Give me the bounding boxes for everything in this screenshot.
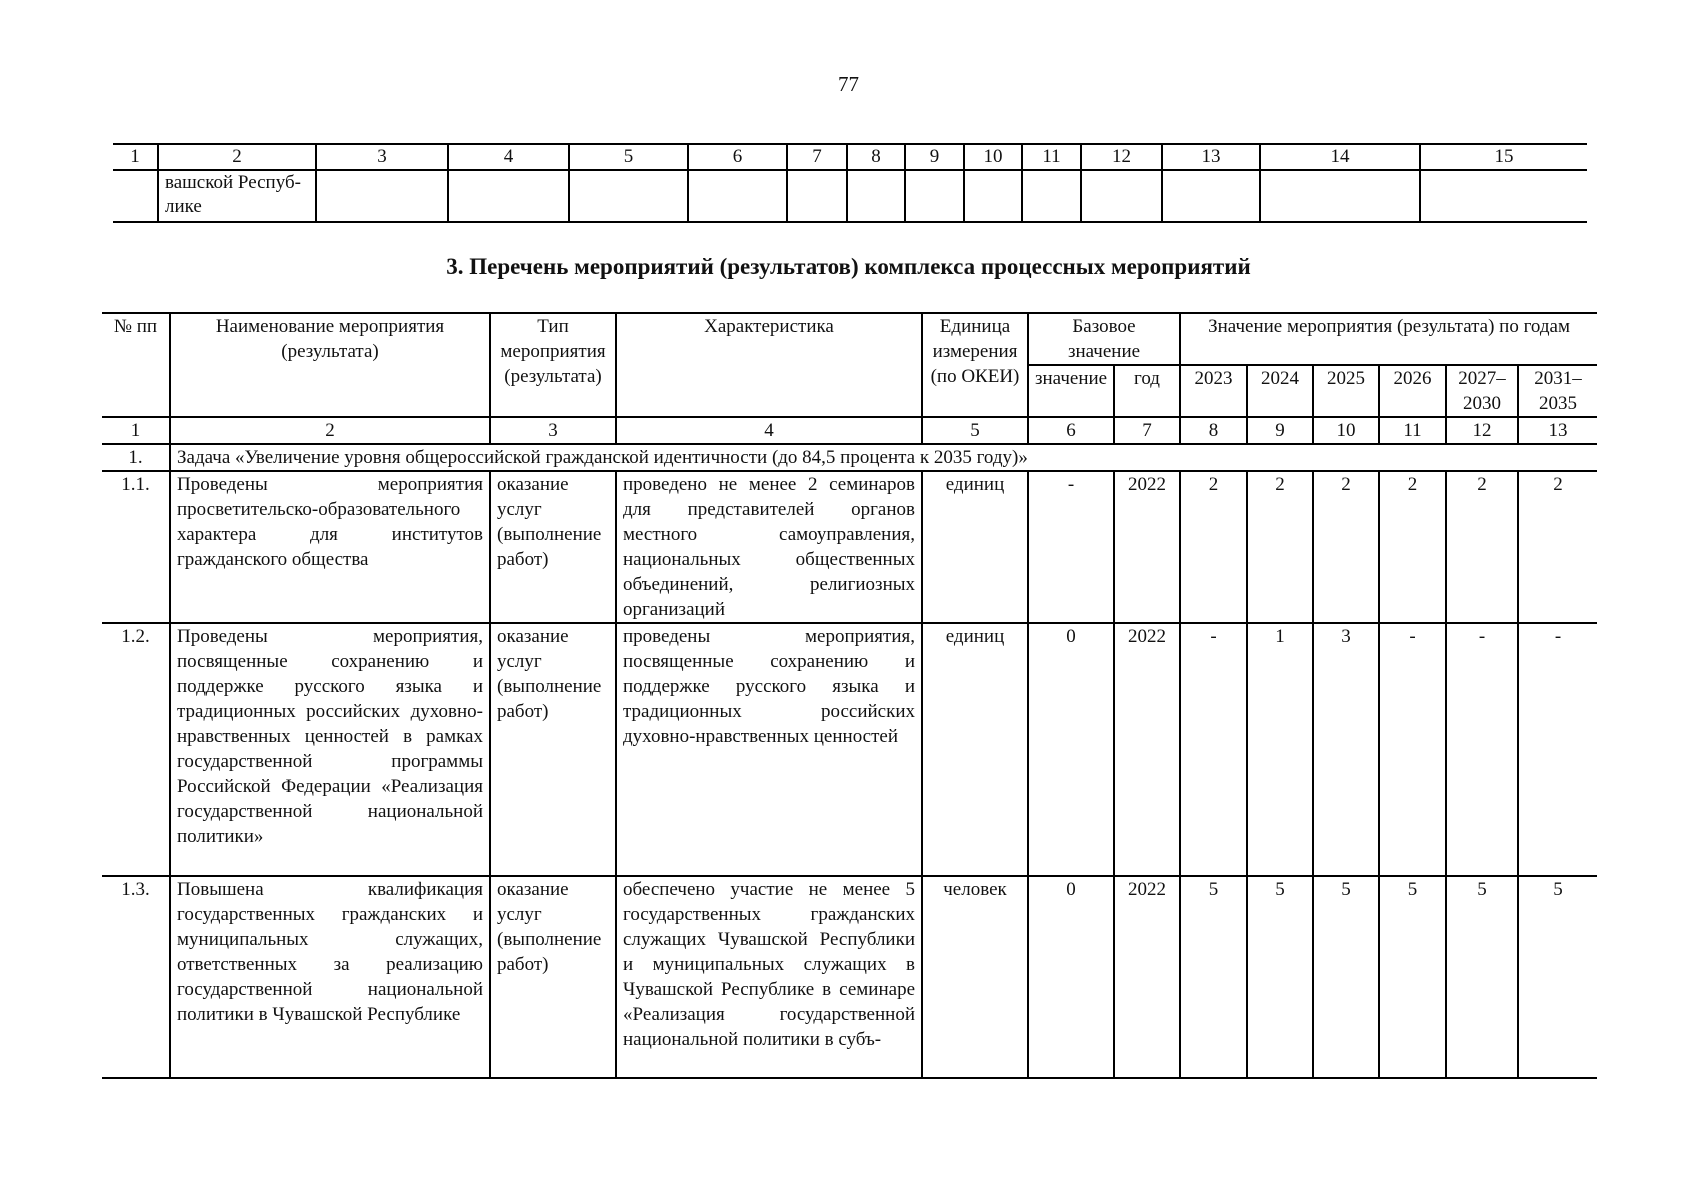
column-number: 10 (964, 144, 1022, 170)
header-values-by-year: Значение мероприятия (результата) по годам (1180, 313, 1597, 365)
task-row (102, 444, 1597, 471)
row-no: 1.2. (102, 623, 170, 876)
row-value: - (1518, 623, 1597, 876)
column-number: 11 (1379, 417, 1446, 444)
column-number: 10 (1313, 417, 1379, 444)
column-number: 14 (1260, 144, 1420, 170)
column-number: 6 (688, 144, 787, 170)
row-unit: единиц (922, 623, 1028, 876)
header-year: 2026 (1379, 365, 1446, 417)
column-number: 7 (1114, 417, 1180, 444)
cell (1081, 170, 1162, 222)
table-row (102, 471, 1597, 623)
cell (1260, 170, 1420, 222)
row-characteristic: обеспечено участие не менее 5 государственных гражданских служащих Чувашской Республики и муниципальных служащих в Чувашской Республике в семинаре «Реализация государственной национальной политики в субъ- (616, 876, 922, 1078)
row-value: 2 (1247, 471, 1313, 623)
row-name: Проведены мероприятия просветительско-образовательного характера для институтов гражданского общества (170, 471, 490, 623)
column-number: 9 (1247, 417, 1313, 444)
column-number: 3 (316, 144, 448, 170)
task-text: Задача «Увеличение уровня общероссийской гражданской идентичности (до 84,5 процента к 2035 году)» (170, 444, 1597, 471)
page-number: 77 (838, 72, 859, 96)
cell (847, 170, 905, 222)
row-value: 2 (1446, 471, 1518, 623)
cell (448, 170, 569, 222)
column-number: 4 (616, 417, 922, 444)
cell (905, 170, 964, 222)
header-year: 2024 (1247, 365, 1313, 417)
row-value: 2 (1379, 471, 1446, 623)
column-number: 13 (1518, 417, 1597, 444)
row-characteristic: проведены мероприятия, посвященные сохранению и поддержке русского языка и традиционных российских духовно-нравственных ценностей (616, 623, 922, 876)
task-no: 1. (102, 444, 170, 471)
header-no: № пп (102, 313, 170, 417)
row-value: 2 (1518, 471, 1597, 623)
row-no: 1.3. (102, 876, 170, 1078)
header-year: 2031–2035 (1518, 365, 1597, 417)
header-year: 2023 (1180, 365, 1247, 417)
table-row (102, 876, 1597, 1078)
row-unit: единиц (922, 471, 1028, 623)
table-header-row (102, 313, 1597, 365)
column-number: 5 (922, 417, 1028, 444)
cell (1420, 170, 1587, 222)
header-year: 2027–2030 (1446, 365, 1518, 417)
column-number: 6 (1028, 417, 1114, 444)
column-number: 13 (1162, 144, 1260, 170)
row-value: 2 (1313, 471, 1379, 623)
column-number: 2 (158, 144, 316, 170)
column-number: 1 (113, 144, 158, 170)
row-base-year: 2022 (1114, 876, 1180, 1078)
cell (113, 170, 158, 222)
column-number: 3 (490, 417, 616, 444)
continuation-row (113, 170, 1587, 222)
column-number: 12 (1081, 144, 1162, 170)
row-value: 1 (1247, 623, 1313, 876)
section-title: 3. Перечень мероприятий (результатов) комплекса процессных мероприятий (446, 254, 1251, 279)
header-type: Тип мероприятия (результата) (490, 313, 616, 417)
row-unit: человек (922, 876, 1028, 1078)
column-number: 4 (448, 144, 569, 170)
continuation-column-numbers (113, 144, 1587, 170)
cell (316, 170, 448, 222)
column-number: 1 (102, 417, 170, 444)
header-characteristic: Характеристика (616, 313, 922, 417)
cell (1022, 170, 1081, 222)
row-value: 5 (1446, 876, 1518, 1078)
row-value: - (1180, 623, 1247, 876)
cell (787, 170, 847, 222)
row-value: 5 (1180, 876, 1247, 1078)
continuation-table (113, 143, 1587, 223)
row-no: 1.1. (102, 471, 170, 623)
column-number: 8 (847, 144, 905, 170)
row-value: 2 (1180, 471, 1247, 623)
row-value: 5 (1518, 876, 1597, 1078)
row-base-year: 2022 (1114, 623, 1180, 876)
row-value: 5 (1247, 876, 1313, 1078)
row-value: - (1446, 623, 1518, 876)
header-base: Базовое значение (1028, 313, 1180, 365)
row-base-value: 0 (1028, 623, 1114, 876)
column-number: 8 (1180, 417, 1247, 444)
column-number: 12 (1446, 417, 1518, 444)
cell (569, 170, 688, 222)
cell (1162, 170, 1260, 222)
column-number: 2 (170, 417, 490, 444)
row-value: 3 (1313, 623, 1379, 876)
row-type: оказание услуг (выполнение работ) (490, 623, 616, 876)
column-number: 15 (1420, 144, 1587, 170)
column-number: 5 (569, 144, 688, 170)
header-unit: Единица измерения (по ОКЕИ) (922, 313, 1028, 417)
column-numbers-row (102, 417, 1597, 444)
row-base-value: - (1028, 471, 1114, 623)
row-characteristic: проведено не менее 2 семинаров для представителей органов местного самоуправления, национальных общественных объединений, религиозных организаций (616, 471, 922, 623)
row-value: 5 (1313, 876, 1379, 1078)
activities-table (102, 312, 1597, 1079)
column-number: 7 (787, 144, 847, 170)
header-name: Наименование мероприятия (результата) (170, 313, 490, 417)
cell (688, 170, 787, 222)
continued-name-cell: вашской Респуб- лике (158, 170, 316, 222)
column-number: 9 (905, 144, 964, 170)
header-base-year: год (1114, 365, 1180, 417)
row-name: Повышена квалификация государственных гражданских и муниципальных служащих, ответственных за реализацию государственной национальной политики в Чувашской Республике (170, 876, 490, 1078)
row-base-year: 2022 (1114, 471, 1180, 623)
row-value: 5 (1379, 876, 1446, 1078)
column-number: 11 (1022, 144, 1081, 170)
row-name: Проведены мероприятия, посвященные сохранению и поддержке русского языка и традиционных российских духовно-нравственных ценностей в рамках государственной программы Российской Федерации «Реализация государственной национальной политики» (170, 623, 490, 876)
table-row (102, 623, 1597, 876)
cell (964, 170, 1022, 222)
row-type: оказание услуг (выполнение работ) (490, 471, 616, 623)
row-type: оказание услуг (выполнение работ) (490, 876, 616, 1078)
row-value: - (1379, 623, 1446, 876)
header-base-value: значение (1028, 365, 1114, 417)
header-year: 2025 (1313, 365, 1379, 417)
row-base-value: 0 (1028, 876, 1114, 1078)
